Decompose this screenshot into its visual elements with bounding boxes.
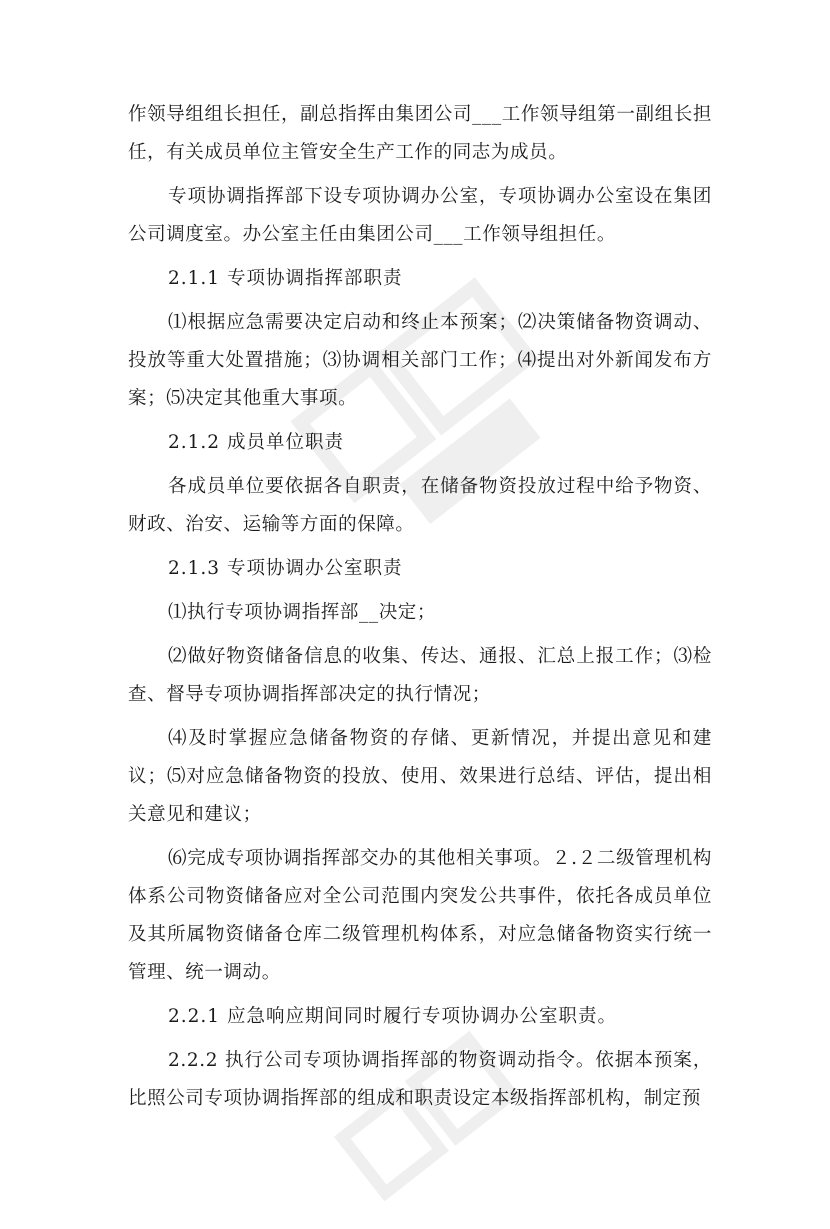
- paragraph-2-2-2: 2.2.2 执行公司专项协调指挥部的物资调动指令。依据本预案，比照公司专项协调指挥部的组成和职责设定本级指挥部机构，制定预: [128, 1050, 712, 1109]
- heading-2-1-2: 2.1.2 成员单位职责: [168, 432, 344, 453]
- document-body: [128, 96, 712, 1118]
- paragraph-member-duties: 各成员单位要依据各自职责，在储备物资投放过程中给予物资、财政、治安、运输等方面的保障。: [128, 476, 712, 535]
- paragraph-coordination-office: 专项协调指挥部下设专项协调办公室，专项协调办公室设在集团公司调度室。办公室主任由集团公司___工作领导组担任。: [128, 186, 712, 245]
- heading-2-2-1: 2.2.1 应急响应期间同时履行专项协调办公室职责。: [168, 1006, 617, 1027]
- paragraph-leadership: 作领导组组长担任，副总指挥由集团公司___工作领导组第一副组长担任，有关成员单位主管安全生产工作的同志为成员。: [128, 104, 712, 163]
- paragraph-office-duty-1: ⑴执行专项协调指挥部__决定；: [168, 602, 437, 623]
- paragraph-office-duty-4-5: ⑷及时掌握应急储备物资的存储、更新情况，并提出意见和建议；⑸对应急储备物资的投放、使用、效果进行总结、评估，提出相关意见和建议；: [128, 728, 712, 825]
- paragraph-command-duties: ⑴根据应急需要决定启动和终止本预案；⑵决策储备物资调动、投放等重大处置措施；⑶协调相关部门工作；⑷提出对外新闻发布方案；⑸决定其他重大事项。: [128, 312, 712, 409]
- paragraph-office-duty-6: ⑹完成专项协调指挥部交办的其他相关事项。２.２二级管理机构体系公司物资储备应对全公司范围内突发公共事件，依托各成员单位及其所属物资储备仓库二级管理机构体系，对应急储备物资实行统一管理、统一调动。: [128, 848, 712, 983]
- heading-2-1-1: 2.1.1 专项协调指挥部职责: [168, 268, 403, 289]
- heading-2-1-3: 2.1.3 专项协调办公室职责: [168, 558, 403, 579]
- paragraph-office-duty-2-3: ⑵做好物资储备信息的收集、传达、通报、汇总上报工作；⑶检查、督导专项协调指挥部决定的执行情况；: [128, 646, 712, 705]
